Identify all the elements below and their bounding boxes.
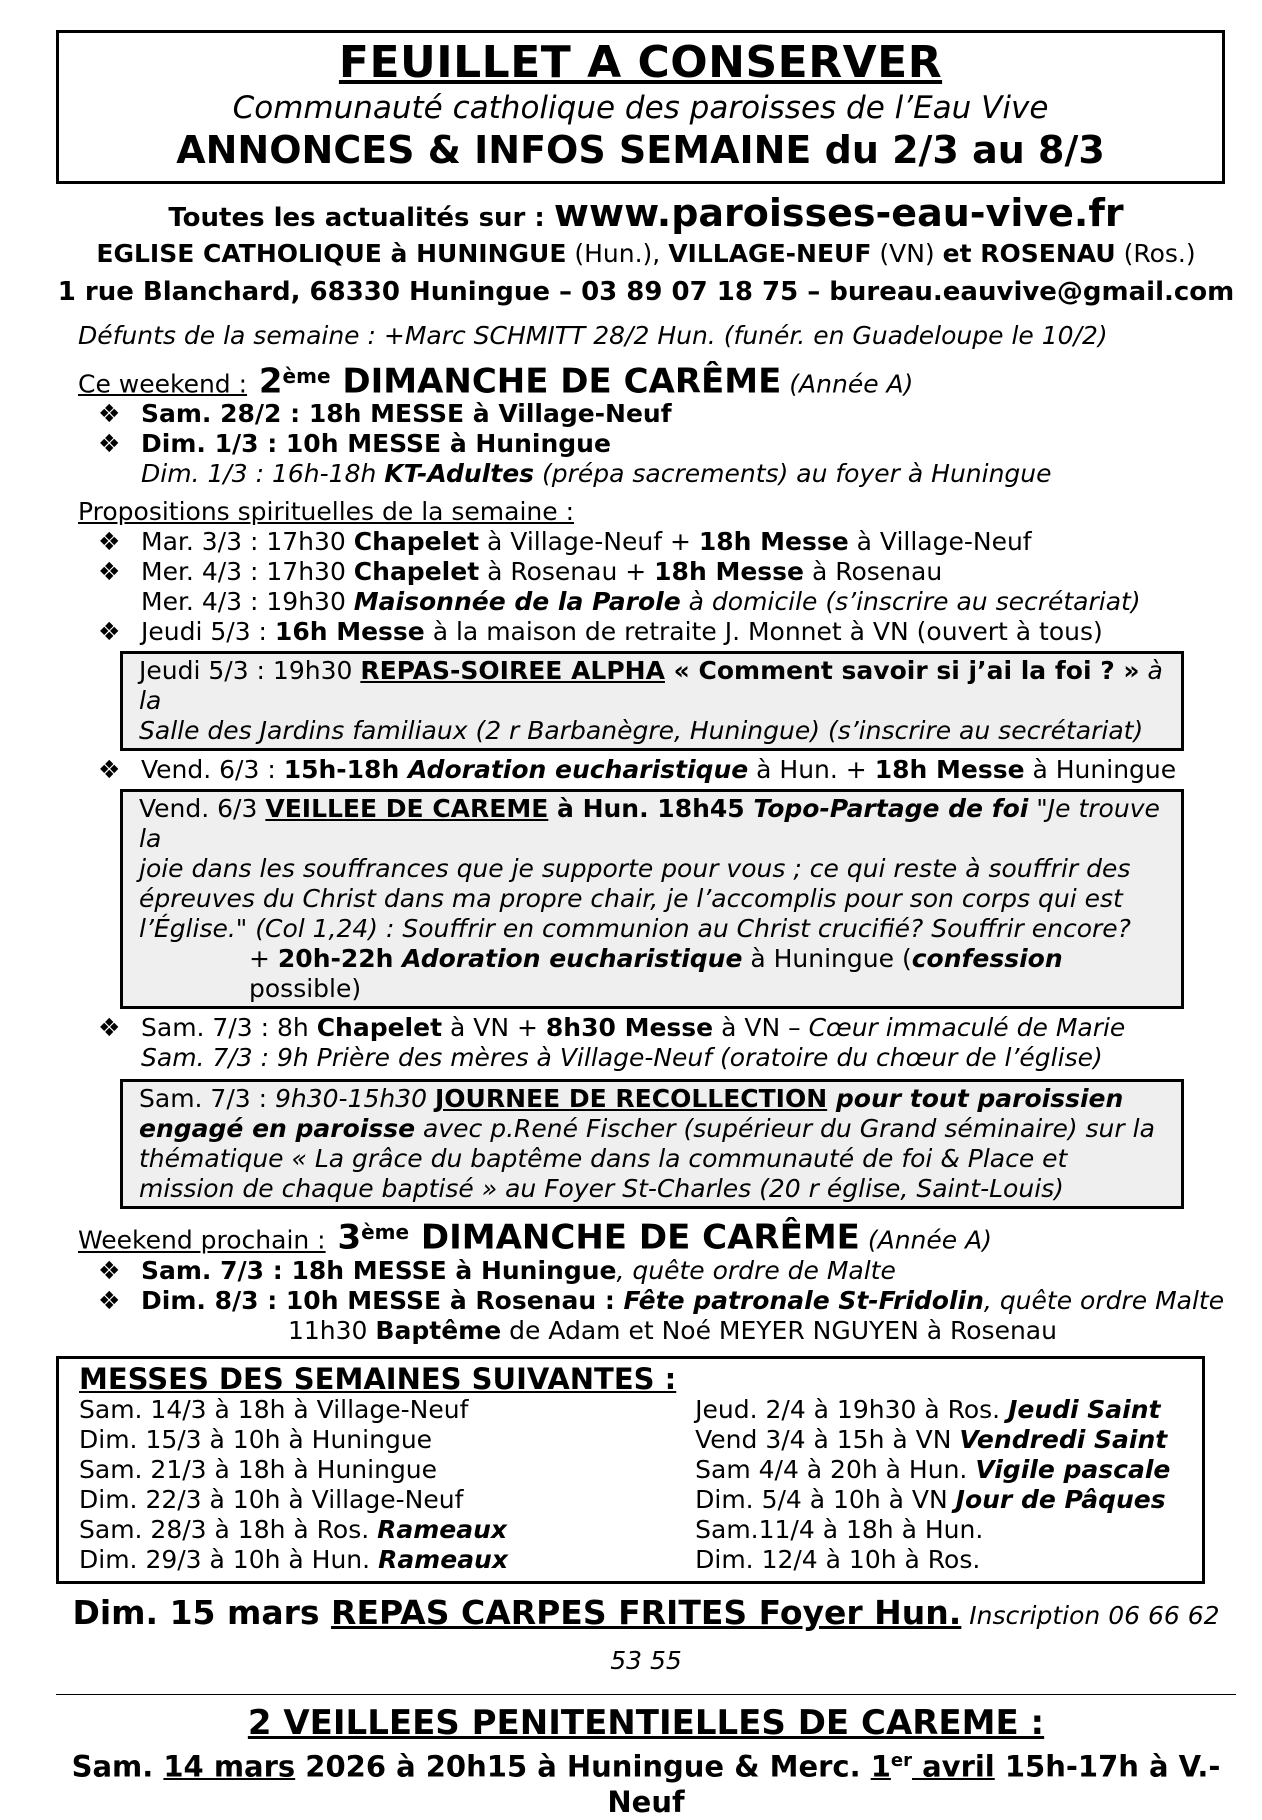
sam-place2: à VN – [713, 1013, 809, 1043]
sam-chapelet: Chapelet [316, 1013, 443, 1043]
list-item [56, 1316, 1236, 1346]
next-dim: Dim. 8/3 : 10h MESSE à Rosenau : [141, 1285, 624, 1315]
list-item [56, 459, 1236, 489]
address-line: 1 rue Blanchard, 68330 Huningue – 03 89 07 18 75 – bureau.eauvive@gmail.com [57, 277, 1235, 307]
weekend-sup: ème [282, 364, 331, 388]
recollection-hours: 9h30-15h30 [275, 1084, 435, 1114]
church-abbr-vn: (VN) [871, 239, 943, 268]
veillee-line-3 [139, 884, 1173, 914]
veillee-quote-4: l’Église." (Col 1,24) : Souffrir en communion au Christ crucifié? Souffrir encore? [139, 914, 1131, 944]
sam-place: à VN + [442, 1013, 546, 1043]
mass-row-feast: Vigile pascale [975, 1454, 1171, 1484]
weekend-item-sun: Dim. 1/3 : 10h MESSE à Huningue [141, 429, 611, 459]
mar-date: Mar. 3/3 : 17h30 [141, 527, 354, 557]
diamond-bullet-icon: ❖ [98, 557, 121, 587]
alpha-line-1 [139, 656, 1173, 716]
veillee-line-5 [139, 944, 1173, 1004]
veillee-quote-3: épreuves du Christ dans ma propre chair, je l’accomplis pour son corps qui est [139, 884, 1123, 914]
mass-row [79, 1545, 695, 1575]
list-item [56, 587, 1236, 617]
sam-coeur: Cœur immaculé de Marie [808, 1013, 1126, 1043]
pen-date2-num: 1 [870, 1749, 891, 1784]
veillee-topo: Topo-Partage de foi [753, 794, 1029, 824]
recollection-line-4 [139, 1174, 1173, 1204]
divider [56, 1694, 1236, 1695]
list-item [56, 527, 1236, 557]
pen-date2-month: avril [912, 1749, 995, 1784]
mar-place2: à Village-Neuf [848, 527, 1032, 557]
penitential-title: 2 VEILLEES PENITENTIELLES DE CAREME : [247, 1702, 1045, 1743]
jeu-messe: 16h Messe [274, 617, 425, 647]
website-prefix: Toutes les actualités sur : [168, 203, 554, 233]
bapt-details: de Adam et Noé MEYER NGUYEN à Rosenau [501, 1315, 1057, 1345]
diamond-bullet-icon: ❖ [98, 1285, 121, 1315]
recollection-place: mission de chaque baptisé » au Foyer St-Charles (20 r église, Saint-Louis) [139, 1174, 1064, 1204]
mass-row-text: Sam. 28/3 à 18h à Ros. [79, 1514, 378, 1544]
veillee-line-1 [139, 794, 1173, 854]
website-link[interactable]: www.paroisses-eau-vive.fr [553, 191, 1124, 235]
mer-date: Mer. 4/3 : 17h30 [141, 557, 354, 587]
kt-details: (prépa sacrements) au foyer à Huningue [534, 459, 1052, 489]
ven-place2: à Huningue [1024, 755, 1177, 785]
mass-row-feast: Rameaux [377, 1514, 508, 1544]
church-abbr-ros: (Ros.) [1115, 239, 1196, 268]
veillee-possible: possible) [249, 974, 362, 1004]
veillee-line-2 [139, 854, 1173, 884]
diamond-bullet-icon: ❖ [98, 617, 121, 647]
carpes-date: Dim. 15 mars [72, 1592, 332, 1632]
mass-row-feast: Jeudi Saint [1008, 1394, 1161, 1424]
masses-box [56, 1356, 1205, 1584]
mass-row-text: Dim. 29/3 à 10h à Hun. [79, 1544, 379, 1574]
weekend-heading [78, 361, 1236, 402]
kt-date: Dim. 1/3 : 16h-18h [141, 459, 385, 489]
veillee-adoration: Adoration eucharistique [402, 944, 743, 974]
list-item [56, 755, 1236, 785]
mass-row-text: Dim. 5/4 à 10h à VN [695, 1484, 956, 1514]
mass-row [79, 1395, 695, 1425]
weekend-year: (Année A) [781, 369, 914, 399]
recollection-line-3 [139, 1144, 1173, 1174]
pen-date2-sup: er [890, 1749, 912, 1771]
carpes-line [56, 1592, 1236, 1682]
mass-row-text: Sam 4/4 à 20h à Hun. [695, 1454, 976, 1484]
kt-title: KT-Adultes [384, 459, 535, 489]
mer-place: à Rosenau + [479, 557, 655, 587]
carpes-title: REPAS CARPES FRITES Foyer Hun. [331, 1592, 962, 1632]
recollection-theme: thématique « La grâce du baptême dans la communauté de foi & Place et [139, 1144, 1068, 1174]
masses-columns [79, 1395, 1192, 1575]
mass-row-text: Sam.11/4 à 18h à Hun. [695, 1514, 984, 1544]
mer2-details: à domicile (s’inscrire au secrétariat) [680, 587, 1141, 617]
mer-place2: à Rosenau [804, 557, 943, 587]
diamond-bullet-icon: ❖ [98, 1255, 121, 1285]
pen-date1: 14 mars [163, 1749, 296, 1784]
mass-row [79, 1485, 695, 1515]
diamond-bullet-icon: ❖ [98, 399, 121, 429]
weekend-title: DIMANCHE DE CARÊME [330, 361, 782, 402]
list-item [56, 1043, 1236, 1073]
diamond-bullet-icon: ❖ [98, 429, 121, 459]
next-sam-quete: , quête ordre de Malte [616, 1255, 896, 1285]
veillee-line-4 [139, 914, 1173, 944]
veillee-title: VEILLEE DE CAREME [265, 794, 549, 824]
mass-row-text: Dim. 12/4 à 10h à Ros. [695, 1544, 981, 1574]
masses-left-column [79, 1395, 695, 1575]
sam-messe: 8h30 Messe [545, 1013, 714, 1043]
propositions-heading [78, 497, 1236, 527]
mer-chapelet: Chapelet [353, 557, 480, 587]
jeu-date: Jeudi 5/3 : [141, 617, 275, 647]
next-sam: Sam. 7/3 : 18h MESSE à Huningue [141, 1255, 617, 1285]
recollection-title: JOURNEE DE RECOLLECTION [435, 1084, 828, 1114]
pen-details1: 2026 à 20h15 à Huningue & Merc. [295, 1749, 871, 1784]
ven-date: Vend. 6/3 : [141, 755, 284, 785]
sam2-priere: Sam. 7/3 : 9h Prière des mères à Village-Neuf (oratoire du chœur de l’église) [141, 1043, 1103, 1073]
bapt-title: Baptême [375, 1315, 502, 1345]
page-title: FEUILLET A CONSERVER [338, 37, 943, 88]
recollection-audience: pour tout paroissien [827, 1084, 1124, 1114]
mar-messe: 18h Messe [698, 527, 849, 557]
veillee-place: à Huningue ( [742, 944, 912, 974]
mass-row-feast: Rameaux [378, 1544, 508, 1574]
veillee-plus: + [249, 944, 278, 974]
bapt-time: 11h30 [288, 1315, 376, 1345]
ven-hours: 15h-18h [283, 755, 408, 785]
alpha-box [120, 651, 1184, 751]
list-item [56, 399, 1236, 429]
weekend-item-sat: Sam. 28/2 : 18h MESSE à Village-Neuf [141, 399, 672, 429]
mass-row-text: Sam. 14/3 à 18h à Village-Neuf [79, 1394, 469, 1424]
mass-row-feast: Vendredi Saint [959, 1424, 1168, 1454]
jeu-details: à la maison de retraite J. Monnet à VN (ouvert à tous) [424, 617, 1103, 647]
recollection-engaged: engagé en paroisse [139, 1114, 416, 1144]
alpha-quote: « Comment savoir si j’ai la foi ? » [664, 656, 1140, 686]
pen-details2: 15h-17h à V.-Neuf [607, 1749, 1221, 1820]
pen-sam: Sam. [71, 1749, 164, 1784]
veillee-box [120, 789, 1184, 1009]
veillee-adoration-hours: 20h-22h [277, 944, 403, 974]
church-abbr-hun: (Hun.), [566, 239, 669, 268]
ven-place: à Hun. + [748, 755, 875, 785]
list-item [56, 1013, 1236, 1043]
mass-row [695, 1395, 1192, 1425]
alpha-date: Jeudi 5/3 : 19h30 [139, 656, 361, 686]
recollection-line-1 [139, 1084, 1173, 1114]
mass-row [695, 1515, 1192, 1545]
mer-messe: 18h Messe [654, 557, 804, 587]
mass-row [695, 1425, 1192, 1455]
veillee-date: Vend. 6/3 [139, 794, 266, 824]
alpha-line-2 [139, 716, 1173, 746]
masses-title: MESSES DES SEMAINES SUIVANTES : [79, 1361, 677, 1396]
diamond-bullet-icon: ❖ [98, 1013, 121, 1043]
mer2-date: Mer. 4/3 : 19h30 [141, 587, 354, 617]
propositions-label: Propositions spirituelles de la semaine : [78, 497, 575, 527]
ven-adoration: Adoration eucharistique [407, 755, 749, 785]
next-title: DIMANCHE DE CARÊME [409, 1217, 860, 1258]
alpha-a-la: à la [139, 656, 1163, 716]
mass-row-feast: Jour de Pâques [955, 1484, 1166, 1514]
veillee-quote-2: joie dans les souffrances que je supporte pour vous ; ce qui reste à souffrir des [139, 854, 1131, 884]
next-year: (Année A) [859, 1225, 992, 1255]
mass-row [695, 1455, 1192, 1485]
list-item [56, 429, 1236, 459]
community-subtitle: Communauté catholique des paroisses de l’Eau Vive [232, 90, 1049, 126]
next-dim-fete: Fête patronale St-Fridolin [623, 1285, 984, 1315]
next-label: Weekend prochain : [78, 1225, 326, 1255]
bulletin-page [56, 30, 1236, 1820]
carpes-inscription: Inscription 06 66 62 53 55 [610, 1600, 1220, 1675]
veillee-confession: confession [911, 944, 1063, 974]
masses-right-column [695, 1395, 1192, 1575]
mass-row [79, 1455, 695, 1485]
list-item [56, 557, 1236, 587]
mar-chapelet: Chapelet [353, 527, 480, 557]
weekend-label: Ce weekend : [78, 369, 248, 399]
recollection-date: Sam. 7/3 : [139, 1084, 275, 1114]
church-village-neuf: VILLAGE-NEUF [668, 239, 872, 268]
deaths-line: Défunts de la semaine : +Marc SCHMITT 28/2 Hun. (funér. en Guadeloupe le 10/2) [78, 321, 1108, 350]
list-item [56, 1286, 1236, 1316]
alpha-place: Salle des Jardins familiaux (2 r Barbanègre, Huningue) (s’inscrire au secrétariat) [139, 716, 1144, 746]
mar-place: à Village-Neuf + [479, 527, 699, 557]
church-rosenau: et ROSENAU [942, 239, 1116, 268]
veillee-time: à Hun. 18h45 [548, 794, 754, 824]
header-box [56, 30, 1225, 184]
recollection-box [120, 1079, 1184, 1209]
church-huningue: EGLISE CATHOLIQUE à HUNINGUE [96, 239, 567, 268]
diamond-bullet-icon: ❖ [98, 527, 121, 557]
alpha-title: REPAS-SOIREE ALPHA [360, 656, 665, 686]
mass-row-text: Vend 3/4 à 15h à VN [695, 1424, 960, 1454]
mass-row [79, 1425, 695, 1455]
recollection-speaker: avec p.René Fischer (supérieur du Grand séminaire) sur la [415, 1114, 1155, 1144]
penitential-line [56, 1743, 1236, 1820]
mass-row [79, 1515, 695, 1545]
week-heading: ANNONCES & INFOS SEMAINE du 2/3 au 8/3 [176, 128, 1105, 172]
church-line [56, 239, 1236, 269]
mass-row-text: Dim. 22/3 à 10h à Village-Neuf [79, 1484, 464, 1514]
weekend-num: 2 [247, 361, 283, 402]
next-sup: ème [361, 1220, 410, 1245]
sam-date: Sam. 7/3 : 8h [141, 1013, 317, 1043]
mass-row-text: Dim. 15/3 à 10h à Huningue [79, 1424, 433, 1454]
next-dim-quete: , quête ordre Malte [983, 1285, 1225, 1315]
next-num: 3 [325, 1217, 362, 1258]
recollection-line-2 [139, 1114, 1173, 1144]
mass-row-text: Sam. 21/3 à 18h à Huningue [79, 1454, 438, 1484]
veillee-quote-start: "Je trouve la [139, 794, 1160, 854]
mass-row [695, 1545, 1192, 1575]
mass-row-text: Jeud. 2/4 à 19h30 à Ros. [695, 1394, 1009, 1424]
mass-row [695, 1485, 1192, 1515]
list-item [56, 617, 1236, 647]
mer2-title: Maisonnée de la Parole [353, 587, 681, 617]
ven-messe: 18h Messe [874, 755, 1025, 785]
website-line [56, 191, 1236, 235]
list-item [56, 1256, 1236, 1286]
diamond-bullet-icon: ❖ [98, 755, 121, 785]
next-weekend-heading [78, 1217, 1236, 1258]
